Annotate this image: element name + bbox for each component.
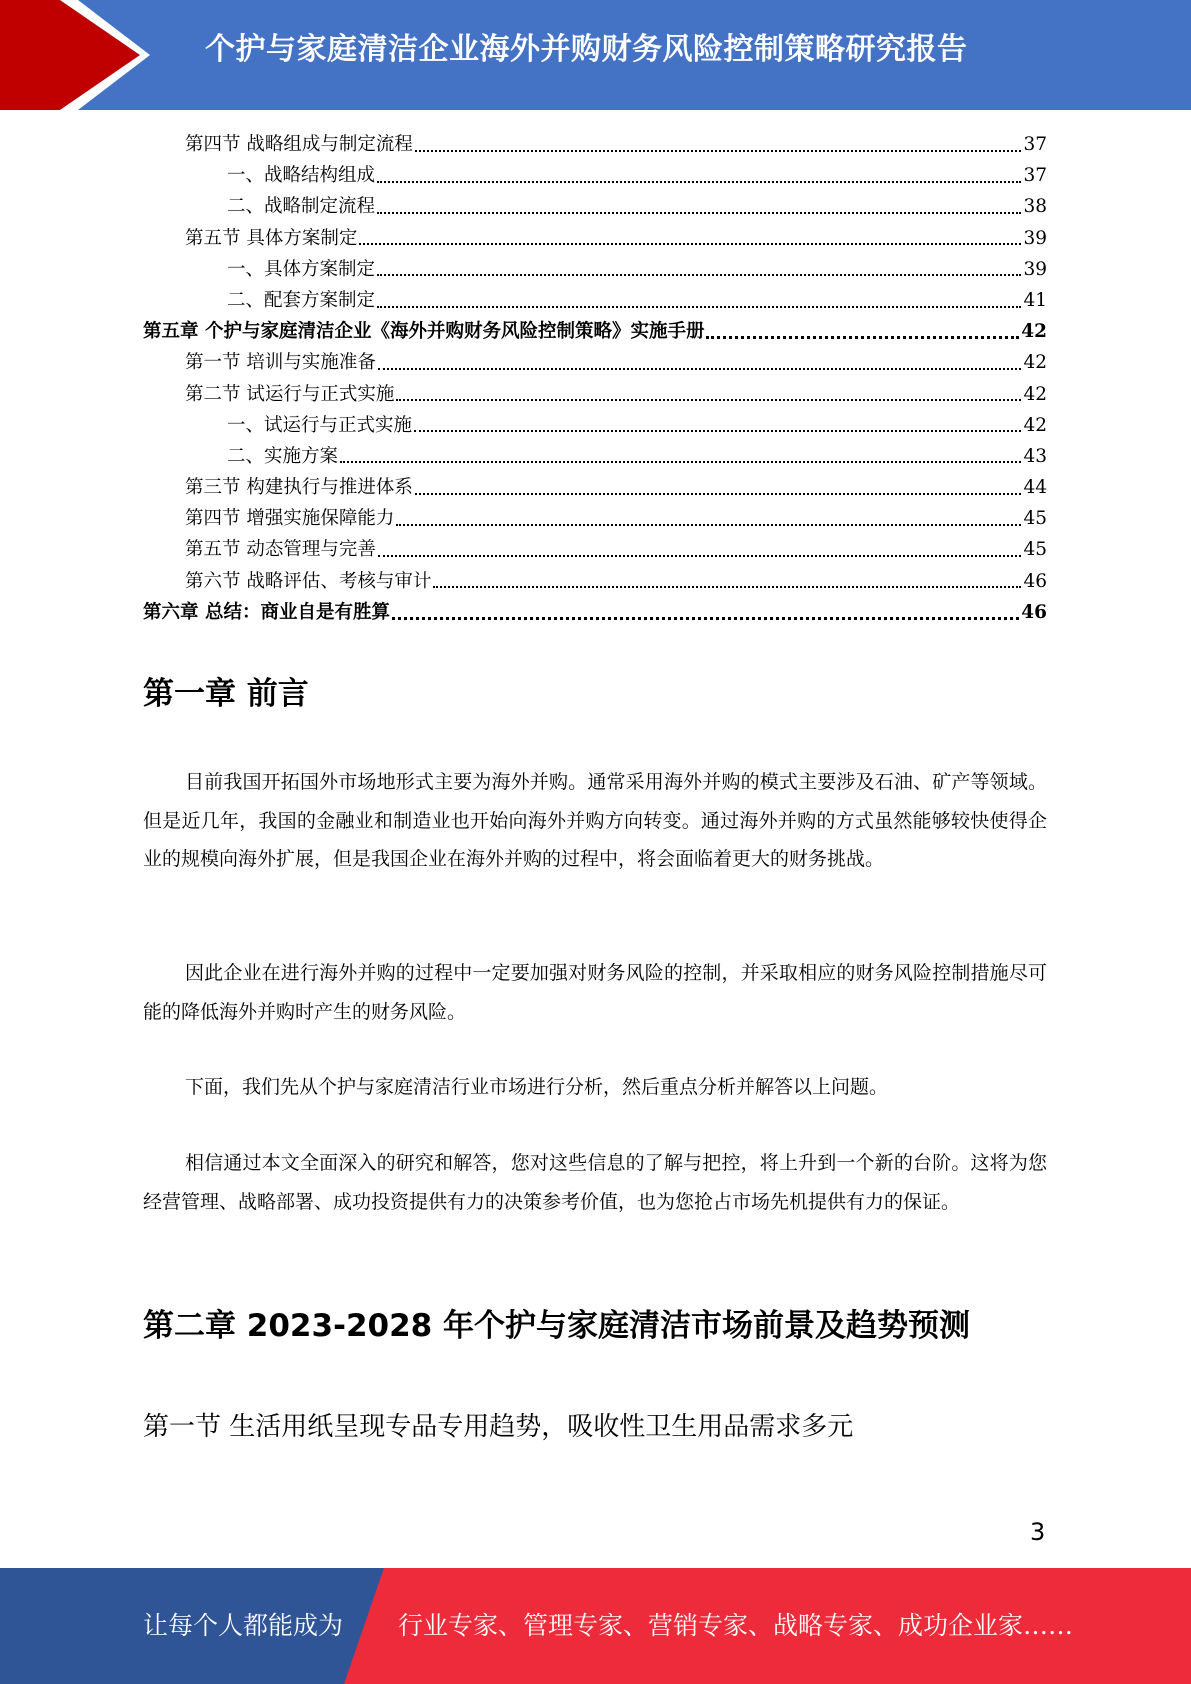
chapter1-paragraph-4: 相信通过本文全面深入的研究和解答，您对这些信息的了解与把控，将上升到一个新的台阶。这将为您经营管理、战略部署、成功投资提供有力的决策参考价值，也为您抢占市场先机提供有力的保证。	[143, 1152, 1047, 1213]
toc-leader-dots	[414, 430, 1021, 432]
toc-entry[interactable]	[143, 286, 1047, 317]
header-arrow-decoration	[0, 0, 160, 110]
toc-entry-chapter[interactable]	[143, 317, 1047, 348]
toc-entry-title: 二、实施方案	[227, 445, 339, 467]
toc-leader-dots	[396, 524, 1021, 526]
toc-entry[interactable]	[143, 130, 1047, 161]
toc-entry-title: 一、战略结构组成	[227, 165, 376, 187]
table-of-contents	[143, 130, 1047, 629]
toc-entry[interactable]	[143, 535, 1047, 566]
page-number: 3	[1030, 1518, 1046, 1546]
toc-entry-title: 第五章 个护与家庭清洁企业《海外并购财务风险控制策略》实施手册	[143, 321, 705, 343]
chapter1-heading: 第一章 前言	[143, 676, 309, 712]
toc-entry-page: 39	[1023, 258, 1047, 280]
toc-entry-title: 第三节 构建执行与推进体系	[185, 477, 413, 499]
toc-leader-dots	[378, 368, 1022, 370]
toc-entry-title: 第二节 试运行与正式实施	[185, 383, 395, 405]
toc-entry-page: 42	[1023, 414, 1047, 436]
toc-leader-dots	[706, 336, 1019, 339]
toc-leader-dots	[433, 586, 1021, 588]
toc-entry-title: 第六节 战略评估、考核与审计	[185, 570, 432, 592]
toc-entry-title: 第五节 具体方案制定	[185, 227, 358, 249]
toc-entry-title: 第四节 战略组成与制定流程	[185, 134, 413, 155]
toc-entry[interactable]	[143, 380, 1047, 411]
toc-entry-page: 42	[1023, 352, 1047, 374]
toc-leader-dots	[377, 274, 1021, 276]
toc-entry[interactable]	[143, 442, 1047, 473]
toc-entry-page: 42	[1021, 321, 1047, 343]
toc-entry[interactable]	[143, 567, 1047, 598]
toc-entry-title: 一、具体方案制定	[227, 258, 376, 280]
toc-entry[interactable]	[143, 348, 1047, 379]
toc-entry-page: 45	[1023, 539, 1047, 561]
toc-entry-title: 第六章 总结：商业自是有胜算	[143, 601, 390, 623]
chapter1-paragraph-1: 目前我国开拓国外市场地形式主要为海外并购。通常采用海外并购的模式主要涉及石油、矿产等领域。但是近几年，我国的金融业和制造业也开始向海外并购方向转变。通过海外并购的方式虽然能够较快使得企业的规模向海外扩展，但是我国企业在海外并购的过程中，将会面临着更大的财务挑战。	[143, 771, 1047, 870]
toc-entry-title: 第一节 培训与实施准备	[185, 352, 376, 374]
toc-entry[interactable]	[143, 224, 1047, 255]
page-footer	[0, 1568, 1191, 1684]
toc-entry-page: 37	[1023, 134, 1047, 155]
toc-entry[interactable]	[143, 504, 1047, 535]
toc-leader-dots	[392, 617, 1019, 620]
toc-entry-title: 一、试运行与正式实施	[227, 414, 413, 436]
toc-entry[interactable]	[143, 255, 1047, 286]
toc-entry-page: 45	[1023, 508, 1047, 530]
toc-entry[interactable]	[143, 192, 1047, 223]
toc-entry-title: 二、配套方案制定	[227, 289, 376, 311]
toc-leader-dots	[340, 461, 1021, 463]
toc-entry-page: 46	[1021, 601, 1047, 623]
toc-entry-page: 37	[1023, 165, 1047, 187]
page-header	[0, 0, 1191, 110]
chapter1-paragraph-3: 下面，我们先从个护与家庭清洁行业市场进行分析，然后重点分析并解答以上问题。	[185, 1076, 889, 1098]
toc-leader-dots	[377, 181, 1021, 183]
toc-entry[interactable]	[143, 161, 1047, 192]
toc-leader-dots	[377, 212, 1021, 214]
toc-entry-title: 第五节 动态管理与完善	[185, 539, 376, 561]
footer-slogan-right: 行业专家、管理专家、营销专家、战略专家、成功企业家……	[398, 1611, 1074, 1640]
toc-entry-page: 38	[1023, 196, 1047, 218]
toc-entry-page: 43	[1023, 445, 1047, 467]
toc-leader-dots	[359, 243, 1021, 245]
toc-entry-page: 41	[1023, 289, 1047, 311]
toc-entry-title: 第四节 增强实施保障能力	[185, 508, 395, 530]
toc-entry-chapter[interactable]	[143, 598, 1047, 629]
toc-leader-dots	[396, 399, 1021, 401]
toc-leader-dots	[415, 150, 1022, 152]
chapter2-heading: 第二章 2023-2028 年个护与家庭清洁市场前景及趋势预测	[143, 1308, 971, 1344]
footer-slogan-left: 让每个人都能成为	[143, 1611, 344, 1640]
toc-entry-page: 46	[1023, 570, 1047, 592]
chapter1-paragraph-2: 因此企业在进行海外并购的过程中一定要加强对财务风险的控制，并采取相应的财务风险控制措施尽可能的降低海外并购时产生的财务风险。	[143, 962, 1047, 1023]
toc-entry-title: 二、战略制定流程	[227, 196, 376, 218]
report-title: 个护与家庭清洁企业海外并购财务风险控制策略研究报告	[205, 32, 968, 67]
toc-leader-dots	[415, 493, 1022, 495]
toc-leader-dots	[378, 555, 1022, 557]
toc-entry-page: 44	[1023, 477, 1047, 499]
toc-entry-page: 39	[1023, 227, 1047, 249]
toc-entry[interactable]	[143, 411, 1047, 442]
toc-leader-dots	[377, 306, 1021, 308]
toc-entry-page: 42	[1023, 383, 1047, 405]
chapter2-section1-heading: 第一节 生活用纸呈现专品专用趋势，吸收性卫生用品需求多元	[143, 1412, 854, 1442]
toc-entry[interactable]	[143, 473, 1047, 504]
